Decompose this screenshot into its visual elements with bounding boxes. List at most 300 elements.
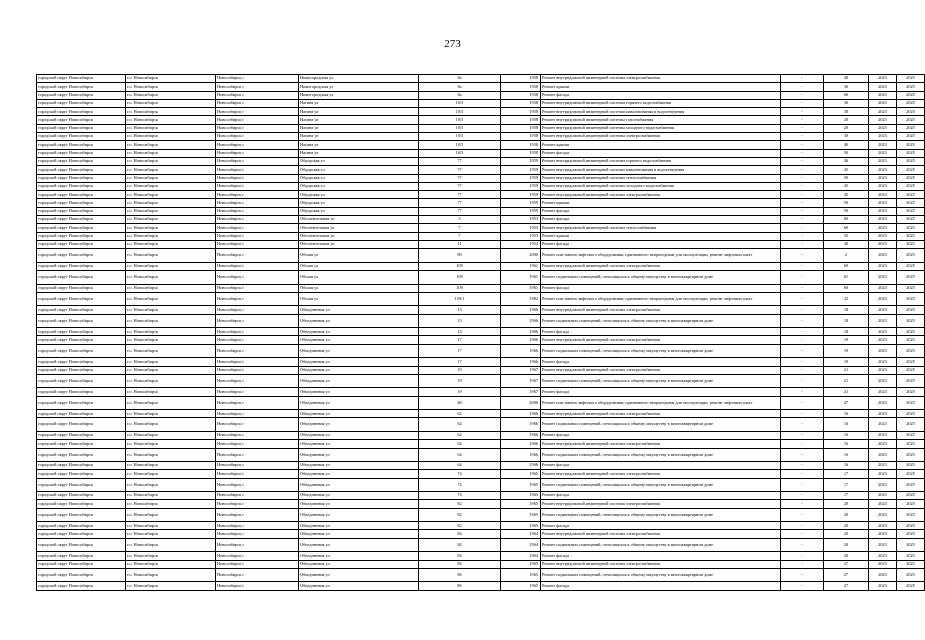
cell-city: Новосибирск г [216,410,299,418]
cell-dash: - [781,141,824,149]
cell-street: Обогатительная ул [299,216,419,224]
cell-term: 40 [824,75,869,83]
cell-municipality: городской округ Новосибирск [37,216,126,224]
cell-dash: - [781,83,824,91]
cell-end-year: 2025 [897,358,925,366]
cell-municipality: городской округ Новосибирск [37,328,126,336]
cell-year: 1959 [501,157,541,165]
cell-house: 17 [419,358,501,366]
cell-year: 1965 [501,500,541,508]
cell-end-year: 2025 [897,500,925,508]
cell-municipality: городской округ Новосибирск [37,91,126,99]
cell-city: Новосибирск г [216,116,299,124]
repair-schedule-table [36,74,925,591]
cell-term: 61 [824,271,869,285]
cell-work-type: Ремонт фасада [541,149,781,157]
cell-municipality: городской округ Новосибирск [37,410,126,418]
cell-municipality: городской округ Новосибирск [37,374,126,388]
cell-work-type: Ремонт внутридомовой инженерной системы электроснабжения [541,336,781,344]
cell-municipality: городской округ Новосибирск [37,582,126,590]
cell-year: 1966 [501,358,541,366]
table-row [37,240,925,248]
cell-district: г.о. Новосибирск [126,314,216,328]
cell-term: 27 [824,568,869,582]
cell-year: 1965 [501,470,541,478]
table-row [37,108,925,116]
cell-dash: - [781,166,824,174]
cell-year: 1964 [501,552,541,560]
cell-year: 1953 [501,224,541,232]
table-row [37,538,925,552]
cell-start-year: 2023 [869,262,897,270]
cell-city: Новосибирск г [216,306,299,314]
cell-district: г.о. Новосибирск [126,249,216,263]
cell-house: 86 [419,560,501,568]
cell-end-year: 2025 [897,292,925,306]
cell-district: г.о. Новосибирск [126,224,216,232]
cell-end-year: 2025 [897,116,925,124]
cell-district: г.о. Новосибирск [126,410,216,418]
cell-municipality: городской округ Новосибирск [37,133,126,141]
cell-district: г.о. Новосибирск [126,166,216,174]
cell-year: 1966 [501,410,541,418]
cell-end-year: 2025 [897,530,925,538]
cell-district: г.о. Новосибирск [126,522,216,530]
cell-city: Новосибирск г [216,336,299,344]
cell-end-year: 2025 [897,240,925,248]
cell-end-year: 2025 [897,224,925,232]
cell-street: Объединения ул [299,560,419,568]
page-number: 273 [444,38,461,50]
cell-end-year: 2025 [897,216,925,224]
cell-house: 10/5 [419,141,501,149]
cell-house: 11 [419,240,501,248]
cell-city: Новосибирск г [216,374,299,388]
table-row [37,83,925,91]
cell-start-year: 2023 [869,538,897,552]
cell-end-year: 2025 [897,157,925,165]
cell-work-type: Ремонт внутридомовой инженерной системы электроснабжения [541,410,781,418]
table-row [37,552,925,560]
cell-dash: - [781,410,824,418]
cell-work-type: Ремонт фасада [541,552,781,560]
cell-district: г.о. Новосибирск [126,396,216,410]
cell-municipality: городской округ Новосибирск [37,191,126,199]
cell-dash: - [781,366,824,374]
cell-district: г.о. Новосибирск [126,530,216,538]
cell-work-type: Ремонт или замена лифтового оборудования, признанного непригодным для эксплуатации, ремонт лифтовых шахт [541,292,781,306]
cell-term: 30 [824,99,869,107]
table-row [37,388,925,396]
cell-term: 17 [824,492,869,500]
cell-year: 1958 [501,108,541,116]
cell-district: г.о. Новосибирск [126,366,216,374]
cell-term: 60 [824,284,869,292]
cell-municipality: городской округ Новосибирск [37,124,126,132]
cell-district: г.о. Новосибирск [126,108,216,116]
table-row [37,508,925,522]
cell-term: 20 [824,116,869,124]
cell-end-year: 2025 [897,284,925,292]
cell-end-year: 2025 [897,366,925,374]
cell-house: 10/5 [419,116,501,124]
cell-work-type: Ремонт фасада [541,582,781,590]
cell-street: Объединения ул [299,314,419,328]
cell-municipality: городской округ Новосибирск [37,560,126,568]
cell-district: г.о. Новосибирск [126,336,216,344]
cell-street: Объединения ул [299,552,419,560]
cell-end-year: 2025 [897,470,925,478]
cell-year: 1958 [501,83,541,91]
cell-street: Объединения ул [299,358,419,366]
cell-start-year: 2023 [869,108,897,116]
cell-end-year: 2025 [897,133,925,141]
cell-street: Обогатительная ул [299,232,419,240]
cell-district: г.о. Новосибирск [126,306,216,314]
cell-municipality: городской округ Новосибирск [37,232,126,240]
cell-district: г.о. Новосибирск [126,149,216,157]
cell-work-type: Ремонт фасада [541,431,781,439]
cell-municipality: городской округ Новосибирск [37,83,126,91]
cell-street: Объединения ул [299,538,419,552]
cell-year: 1959 [501,182,541,190]
cell-city: Новосибирск г [216,344,299,358]
cell-house: 48 [419,396,501,410]
cell-term: 17 [824,478,869,492]
cell-work-type: Ремонт подвальных помещений, относящихся к общему имуществу в многоквартирном доме [541,374,781,388]
cell-municipality: городской округ Новосибирск [37,500,126,508]
cell-year: 1958 [501,91,541,99]
table-row [37,149,925,157]
cell-dash: - [781,314,824,328]
cell-street: Объединения ул [299,582,419,590]
cell-district: г.о. Новосибирск [126,492,216,500]
cell-term: 60 [824,262,869,270]
cell-district: г.о. Новосибирск [126,133,216,141]
cell-work-type: Ремонт фасада [541,462,781,470]
cell-dash: - [781,560,824,568]
cell-street: Нагина ул [299,108,419,116]
cell-dash: - [781,431,824,439]
cell-district: г.о. Новосибирск [126,388,216,396]
cell-term: 16 [824,448,869,462]
cell-street: Объединения ул [299,328,419,336]
cell-dash: - [781,508,824,522]
cell-house: 84 [419,552,501,560]
cell-dash: - [781,284,824,292]
cell-start-year: 2023 [869,116,897,124]
cell-work-type: Ремонт внутридомовой инженерной системы теплоснабжения [541,174,781,182]
cell-work-type: Ремонт внутридомовой инженерной системы электроснабжения [541,560,781,568]
cell-district: г.о. Новосибирск [126,431,216,439]
cell-term: 55 [824,232,869,240]
cell-end-year: 2025 [897,418,925,432]
cell-start-year: 2023 [869,99,897,107]
cell-street: Объединения ул [299,344,419,358]
cell-end-year: 2025 [897,166,925,174]
cell-dash: - [781,191,824,199]
cell-street: Нагина ул [299,149,419,157]
cell-term: 45 [824,191,869,199]
cell-street: Обдорская ул [299,174,419,182]
cell-start-year: 2023 [869,199,897,207]
cell-municipality: городской округ Новосибирск [37,344,126,358]
cell-start-year: 2023 [869,182,897,190]
table-row [37,492,925,500]
cell-start-year: 2023 [869,582,897,590]
cell-street: Объединения ул [299,410,419,418]
cell-term: 30 [824,83,869,91]
cell-house: 82 [419,522,501,530]
table-row [37,271,925,285]
cell-municipality: городской округ Новосибирск [37,141,126,149]
cell-end-year: 2025 [897,478,925,492]
cell-year: 2000 [501,396,541,410]
cell-street: Объединения ул [299,530,419,538]
cell-work-type: Ремонт внутридомовой инженерной системы холодного водоснабжения [541,124,781,132]
cell-city: Новосибирск г [216,174,299,182]
cell-year: 1966 [501,418,541,432]
cell-end-year: 2025 [897,552,925,560]
cell-work-type: Ремонт внутридомовой инженерной системы электроснабжения [541,530,781,538]
cell-work-type: Ремонт внутридомовой инженерной системы электроснабжения [541,366,781,374]
cell-term: 16 [824,410,869,418]
cell-dash: - [781,374,824,388]
cell-end-year: 2025 [897,191,925,199]
cell-work-type: Ремонт фасада [541,91,781,99]
table-row [37,344,925,358]
cell-city: Новосибирск г [216,149,299,157]
cell-year: 1966 [501,448,541,462]
cell-street: Объединения ул [299,431,419,439]
table-row [37,249,925,263]
cell-dash: - [781,91,824,99]
cell-street: Нагина ул [299,141,419,149]
cell-work-type: Ремонт фасада [541,284,781,292]
cell-district: г.о. Новосибирск [126,141,216,149]
cell-district: г.о. Новосибирск [126,174,216,182]
cell-year: 1959 [501,199,541,207]
cell-district: г.о. Новосибирск [126,462,216,470]
cell-end-year: 2025 [897,108,925,116]
cell-work-type: Ремонт или замена лифтового оборудования, признанного непригодным для эксплуатации, ремонт лифтовых шахт [541,249,781,263]
cell-city: Новосибирск г [216,191,299,199]
cell-city: Новосибирск г [216,530,299,538]
cell-district: г.о. Новосибирск [126,157,216,165]
cell-term: 45 [824,166,869,174]
cell-dash: - [781,336,824,344]
cell-street: Объединения ул [299,396,419,410]
cell-start-year: 2023 [869,560,897,568]
cell-city: Новосибирск г [216,124,299,132]
cell-term: 47 [824,396,869,410]
cell-term: 19 [824,344,869,358]
cell-city: Новосибирск г [216,83,299,91]
cell-street: Объединения ул [299,478,419,492]
cell-street: Нагина ул [299,116,419,124]
table-row [37,410,925,418]
cell-district: г.о. Новосибирск [126,448,216,462]
cell-dash: - [781,157,824,165]
cell-start-year: 2023 [869,91,897,99]
cell-dash: - [781,478,824,492]
cell-house: 77 [419,157,501,165]
cell-house: 13 [419,328,501,336]
cell-start-year: 2023 [869,328,897,336]
cell-term: 45 [824,182,869,190]
cell-year: 1953 [501,232,541,240]
cell-city: Новосибирск г [216,508,299,522]
cell-term: 27 [824,560,869,568]
cell-district: г.о. Новосибирск [126,232,216,240]
cell-city: Новосибирск г [216,91,299,99]
cell-city: Новосибирск г [216,568,299,582]
cell-start-year: 2023 [869,396,897,410]
cell-start-year: 2023 [869,530,897,538]
cell-start-year: 2023 [869,418,897,432]
cell-city: Новосибирск г [216,292,299,306]
cell-house: 77 [419,166,501,174]
table-row [37,124,925,132]
cell-street: Объединения ул [299,366,419,374]
cell-end-year: 2025 [897,91,925,99]
table-row [37,133,925,141]
cell-work-type: Ремонт фасада [541,388,781,396]
cell-work-type: Ремонт внутридомовой инженерной системы электроснабжения [541,133,781,141]
cell-year: 1958 [501,141,541,149]
cell-municipality: городской округ Новосибирск [37,358,126,366]
cell-year: 1965 [501,508,541,522]
cell-municipality: городской округ Новосибирск [37,396,126,410]
cell-house: 86 [419,568,501,582]
cell-municipality: городской округ Новосибирск [37,207,126,215]
cell-year: 1966 [501,431,541,439]
cell-municipality: городской округ Новосибирск [37,314,126,328]
cell-city: Новосибирск г [216,99,299,107]
table-row [37,306,925,314]
cell-street: Обская ул [299,292,419,306]
cell-end-year: 2025 [897,314,925,328]
cell-dash: - [781,448,824,462]
cell-municipality: городской округ Новосибирск [37,448,126,462]
cell-year: 2000 [501,249,541,263]
cell-dash: - [781,182,824,190]
cell-term: 21 [824,366,869,374]
cell-start-year: 2023 [869,149,897,157]
cell-start-year: 2023 [869,271,897,285]
cell-city: Новосибирск г [216,440,299,448]
cell-district: г.о. Новосибирск [126,418,216,432]
cell-street: Обдорская ул [299,182,419,190]
cell-dash: - [781,149,824,157]
cell-term: 20 [824,124,869,132]
cell-house: 17 [419,336,501,344]
cell-street: Объединения ул [299,440,419,448]
cell-start-year: 2023 [869,440,897,448]
cell-district: г.о. Новосибирск [126,99,216,107]
cell-term: 17 [824,470,869,478]
cell-street: Обдорская ул [299,166,419,174]
table-row [37,336,925,344]
cell-term: 20 [824,500,869,508]
cell-city: Новосибирск г [216,75,299,83]
cell-work-type: Ремонт фасада [541,216,781,224]
cell-work-type: Ремонт внутридомовой инженерной системы электроснабжения [541,306,781,314]
cell-street: Объединения ул [299,492,419,500]
cell-term: 50 [824,174,869,182]
cell-term: 22 [824,292,869,306]
cell-work-type: Ремонт подвальных помещений, относящихся к общему имуществу в многоквартирном доме [541,314,781,328]
cell-work-type: Ремонт внутридомовой инженерной системы канализования и водоотведения [541,108,781,116]
cell-city: Новосибирск г [216,271,299,285]
cell-dash: - [781,207,824,215]
cell-municipality: городской округ Новосибирск [37,116,126,124]
cell-term: 30 [824,133,869,141]
cell-municipality: городской округ Новосибирск [37,530,126,538]
cell-city: Новосибирск г [216,538,299,552]
cell-end-year: 2025 [897,141,925,149]
cell-start-year: 2023 [869,249,897,263]
cell-city: Новосибирск г [216,224,299,232]
cell-end-year: 2025 [897,83,925,91]
cell-dash: - [781,232,824,240]
table-row [37,216,925,224]
cell-municipality: городской округ Новосибирск [37,240,126,248]
cell-year: 1961 [501,284,541,292]
cell-year: 1961 [501,271,541,285]
cell-start-year: 2023 [869,374,897,388]
cell-municipality: городской округ Новосибирск [37,182,126,190]
cell-end-year: 2025 [897,374,925,388]
table-row [37,166,925,174]
cell-street: Нижегородская ул [299,75,419,83]
table-row [37,418,925,432]
cell-municipality: городской округ Новосибирск [37,440,126,448]
table-row [37,292,925,306]
cell-term: 18 [824,306,869,314]
cell-start-year: 2023 [869,314,897,328]
cell-year: 1964 [501,530,541,538]
table-row [37,358,925,366]
cell-street: Объединения ул [299,388,419,396]
cell-municipality: городской округ Новосибирск [37,108,126,116]
cell-house: 74 [419,478,501,492]
cell-year: 1958 [501,116,541,124]
cell-term: 18 [824,328,869,336]
cell-house: 74 [419,492,501,500]
table-row [37,448,925,462]
cell-term: 16 [824,462,869,470]
cell-district: г.о. Новосибирск [126,124,216,132]
cell-municipality: городской округ Новосибирск [37,271,126,285]
cell-house: 77 [419,207,501,215]
cell-street: Обская ул [299,262,419,270]
cell-house: 62 [419,410,501,418]
cell-year: 1966 [501,440,541,448]
table-body [37,75,925,591]
cell-work-type: Ремонт крыши [541,83,781,91]
cell-street: Объединения ул [299,336,419,344]
cell-start-year: 2023 [869,336,897,344]
cell-street: Обдорская ул [299,207,419,215]
cell-district: г.о. Новосибирск [126,116,216,124]
cell-start-year: 2023 [869,157,897,165]
cell-municipality: городской округ Новосибирск [37,157,126,165]
cell-city: Новосибирск г [216,522,299,530]
cell-street: Обдорская ул [299,199,419,207]
cell-year: 1966 [501,328,541,336]
cell-work-type: Ремонт внутридомовой инженерной системы электроснабжения [541,75,781,83]
